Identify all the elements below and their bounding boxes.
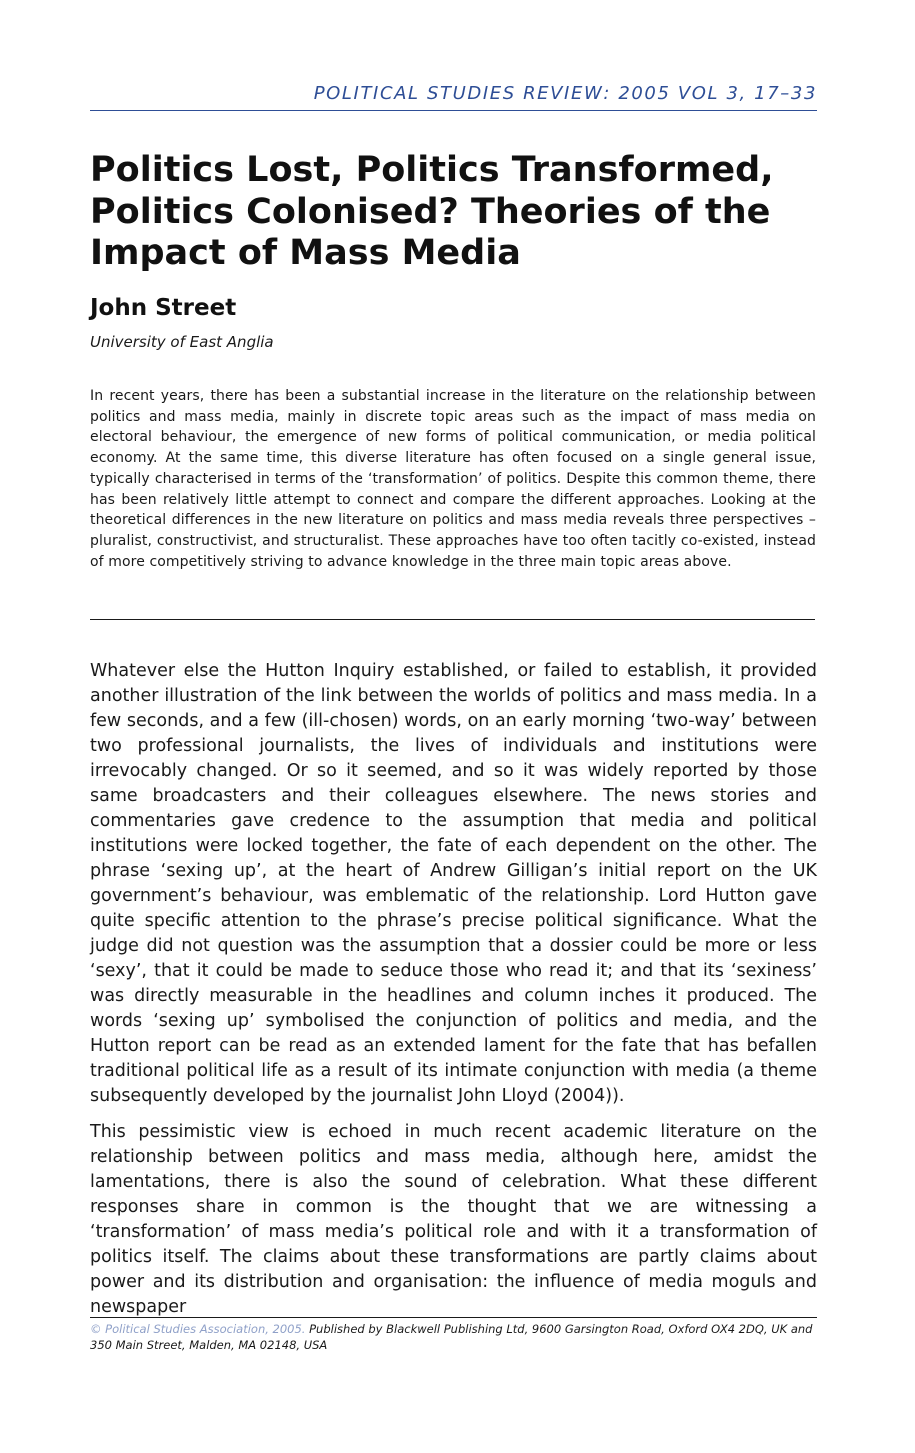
body-paragraph-2: This pessimistic view is echoed in much recent academic literature on the relationship between politics and mass media, although here, amidst the lamentations, there is also the sound of celebration. What these different responses share in common is the thought that we are witnessing a ‘transformation’ of mass media’s political role and with it a transformation of politics itself. The claims about these transformations are partly claims about power and its distribution and organisation: the influence of media moguls and newspaper (90, 1122, 817, 1317)
body-text (90, 659, 817, 1331)
body-paragraph-1: Whatever else the Hutton Inquiry established, or failed to establish, it provided another illustration of the link between the worlds of politics and mass media. In a few seconds, and a few (ill-chosen) words, on an early morning ‘two-way’ between two professional journalists, the lives of individuals and institutions were irrevocably changed. Or so it seemed, and so it was widely reported by those same broadcasters and their colleagues elsewhere. The news stories and commentaries gave credence to the assumption that media and political institutions were locked together, the fate of each dependent on the other. The phrase ‘sexing up’, at the heart of Andrew Gilligan’s initial report on the UK government’s behaviour, was emblematic of the relationship. Lord Hutton gave quite specific attention to the phrase’s precise political significance. What the judge did not question was the assumption that a dossier could be more or less ‘sexy’, that it could be made to seduce those who read it; and that its ‘sexiness’ was directly measurable in the headlines and column inches it produced. The words ‘sexing up’ symbolised the conjunction of politics and media, and the Hutton report can be read as an extended lament for the fate that has befallen traditional political life as a result of its intimate conjunction with media (a theme subsequently developed by the journalist John Lloyd (2004)). (90, 661, 817, 1106)
author-name: John Street (90, 295, 237, 321)
abstract-divider (90, 619, 815, 620)
author-affiliation: University of East Anglia (90, 333, 274, 351)
footer-rule (90, 1317, 817, 1318)
footer (90, 1321, 817, 1353)
header-rule (90, 110, 817, 111)
article-title: Politics Lost, Politics Transformed, Politics Colonised? Theories of the Impact of Mass Media (90, 150, 774, 273)
copyright-notice: © Political Studies Association, 2005. (90, 1322, 306, 1336)
running-header: POLITICAL STUDIES REVIEW: 2005 VOL 3, 17–33 (313, 83, 817, 104)
publisher-notice: Published by Blackwell Publishing Ltd, 9600 Garsington Road, Oxford OX4 2DQ, UK and 350 Main Street, Malden, MA 02148, USA (90, 1322, 813, 1352)
abstract: In recent years, there has been a substantial increase in the literature on the relationship between politics and mass media, mainly in discrete topic areas such as the impact of mass media on electoral behaviour, the emergence of new forms of political communication, or media political economy. At the same time, this diverse literature has often focused on a single general issue, typically characterised in terms of the ‘transformation’ of politics. Despite this common theme, there has been relatively little attempt to connect and compare the different approaches. Looking at the theoretical differences in the new literature on politics and mass media reveals three perspectives – pluralist, constructivist, and structuralist. These approaches have too often tacitly co-existed, instead of more competitively striving to advance knowledge in the three main topic areas above. (90, 388, 816, 570)
